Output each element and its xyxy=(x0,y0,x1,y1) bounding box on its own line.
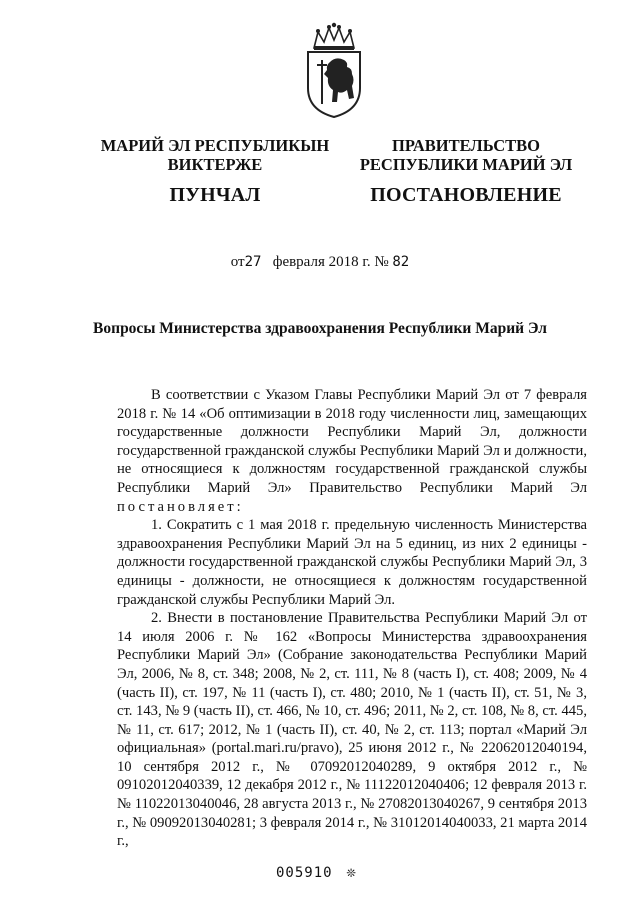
header-left-block xyxy=(100,136,330,205)
asterisk-mark-icon: ❊ xyxy=(346,863,357,881)
document-number: 82 xyxy=(392,254,410,270)
intro-text: В соответствии с Указом Главы Республики Марий Эл от 7 февраля 2018 г. № 14 «Об оптимизации в 2018 году численности лиц, замещающих государственные должности Республики Марий Эл, должности государственной гражданской службы Республики Марий Эл и должности, не относящиеся к должностям государственной гражданской службы Республики Марий Эл» Правительство Республики Марий Эл xyxy=(117,387,587,496)
document-subject: Вопросы Министерства здравоохранения Республики Марий Эл xyxy=(93,320,547,337)
header-right-doc-type: ПОСТАНОВЛЕНИЕ xyxy=(370,184,562,206)
date-prefix: от xyxy=(230,254,245,270)
date-month-year: февраля 2018 г. № xyxy=(272,254,389,270)
header-left-line1: МАРИЙ ЭЛ РЕСПУБЛИКЫН xyxy=(100,136,330,155)
header-right-line2: РЕСПУБЛИКИ МАРИЙ ЭЛ xyxy=(359,155,573,174)
crown-icon xyxy=(314,23,354,50)
header-left-doc-type: ПУНЧАЛ xyxy=(169,184,261,206)
serial-number: 005910 xyxy=(276,865,333,881)
item-1-paragraph: 1. Сократить с 1 мая 2018 г. предельную численность Министерства здравоохранения Республики Марий Эл на 5 единиц, из них 2 единицы - должности государственной гражданской службы Республики Марий Эл, 3 единицы - должности, не относящиеся к должностям государственной гражданской службы Республики Марий Эл. xyxy=(117,517,587,608)
item-2-paragraph: 2. Внести в постановление Правительства Республики Марий Эл от 14 июля 2006 г. № 162 «Вопросы Министерства здравоохранения Республики Марий Эл» (Собрание законодательства Республики Марий Эл, 2006, № 8, ст. 348; 2008, № 2, ст. 111, № 8 (часть I), ст. 408; 2009, № 4 (часть II), ст. 197, № 11 (часть I), ст. 480; 2010, № 1 (часть II), ст. 51, № 3, ст. 143, № 9 (часть II), ст. 466, № 10, ст. 496; 2011, № 2, ст. 108, № 8, ст. 445, № 11, ст. 617; 2012, № 1 (часть II), ст. 40, № 2, ст. 113; портал «Марий Эл официальная» (portal.mari.ru/pravo), 25 июня 2012 г., № 22062012040194, 10 сентября 2012 г., № 07092012040289, 9 октября 2012 г., № 09102012040339, 12 декабря 2012 г., № 11122012040406; 12 февраля 2013 г. № 11022013040046, 28 августа 2013 г., № 27082013040267, 9 сентября 2013 г., № 09092013040281; 3 февраля 2014 г., № 31012014040033, 21 марта 2014 г., xyxy=(117,610,588,850)
header-left-line2: ВИКТЕРЖЕ xyxy=(167,155,263,174)
intro-tail: постановляет: xyxy=(117,498,244,515)
header-right-line1: ПРАВИТЕЛЬСТВО xyxy=(392,136,540,155)
date-line xyxy=(0,254,640,271)
date-day: 27 xyxy=(244,254,262,270)
header-right-block xyxy=(346,136,586,205)
footer-serial-block xyxy=(276,863,357,881)
intro-paragraph xyxy=(117,386,587,516)
coat-of-arms-emblem xyxy=(300,22,368,120)
document-body xyxy=(117,386,587,851)
